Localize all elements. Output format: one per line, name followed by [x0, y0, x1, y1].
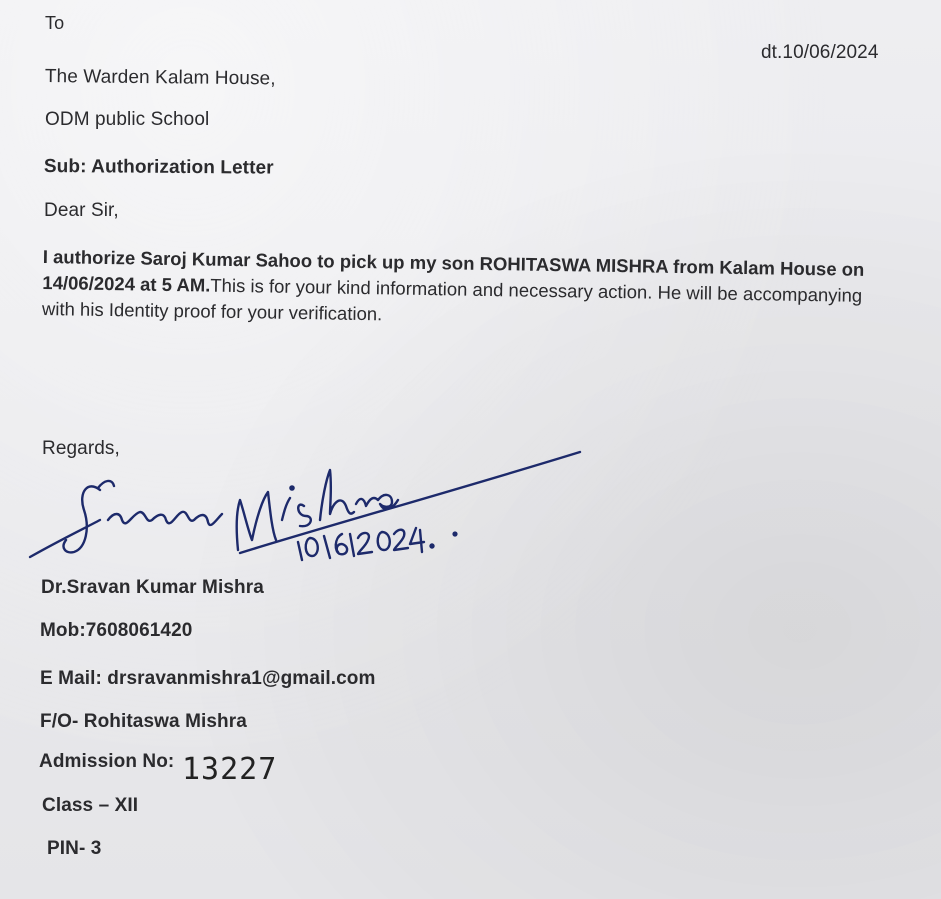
letter-date: dt.10/06/2024	[761, 42, 879, 63]
body-line-2-text: This is for your kind information and necessary action. He will be accompanying	[210, 274, 863, 306]
admission-label: Admission No:	[39, 751, 175, 772]
body-line-2-pickup-date: 14/06/2024 at 5 AM.	[42, 271, 211, 296]
body-line-1-intro: I authorize Saroj Kumar Sahoo to pick up my son	[42, 245, 480, 274]
addressee-line-1: The Warden Kalam House,	[44, 66, 276, 90]
closing-regards: Regards,	[42, 438, 120, 459]
sender-email: E Mail: drsravanmishra1@gmail.com	[40, 668, 376, 689]
admission-number-handwritten: 13227	[182, 752, 278, 787]
sender-mobile: Mob:7608061420	[40, 620, 193, 641]
body-line-1-son-name: ROHITASWA MISHRA from Kalam House on	[479, 252, 865, 280]
subject-line: Sub: Authorization Letter	[43, 156, 274, 179]
class-line: Class – XII	[42, 795, 139, 816]
addressee-line-2: ODM public School	[45, 109, 210, 130]
to-label: To	[45, 13, 65, 33]
body-line-3: with his Identity proof for your verification.	[41, 297, 383, 325]
sender-name: Dr.Sravan Kumar Mishra	[41, 577, 264, 598]
father-of-line: F/O- Rohitaswa Mishra	[40, 711, 247, 732]
pin-line: PIN- 3	[47, 838, 102, 859]
salutation: Dear Sir,	[44, 200, 119, 221]
